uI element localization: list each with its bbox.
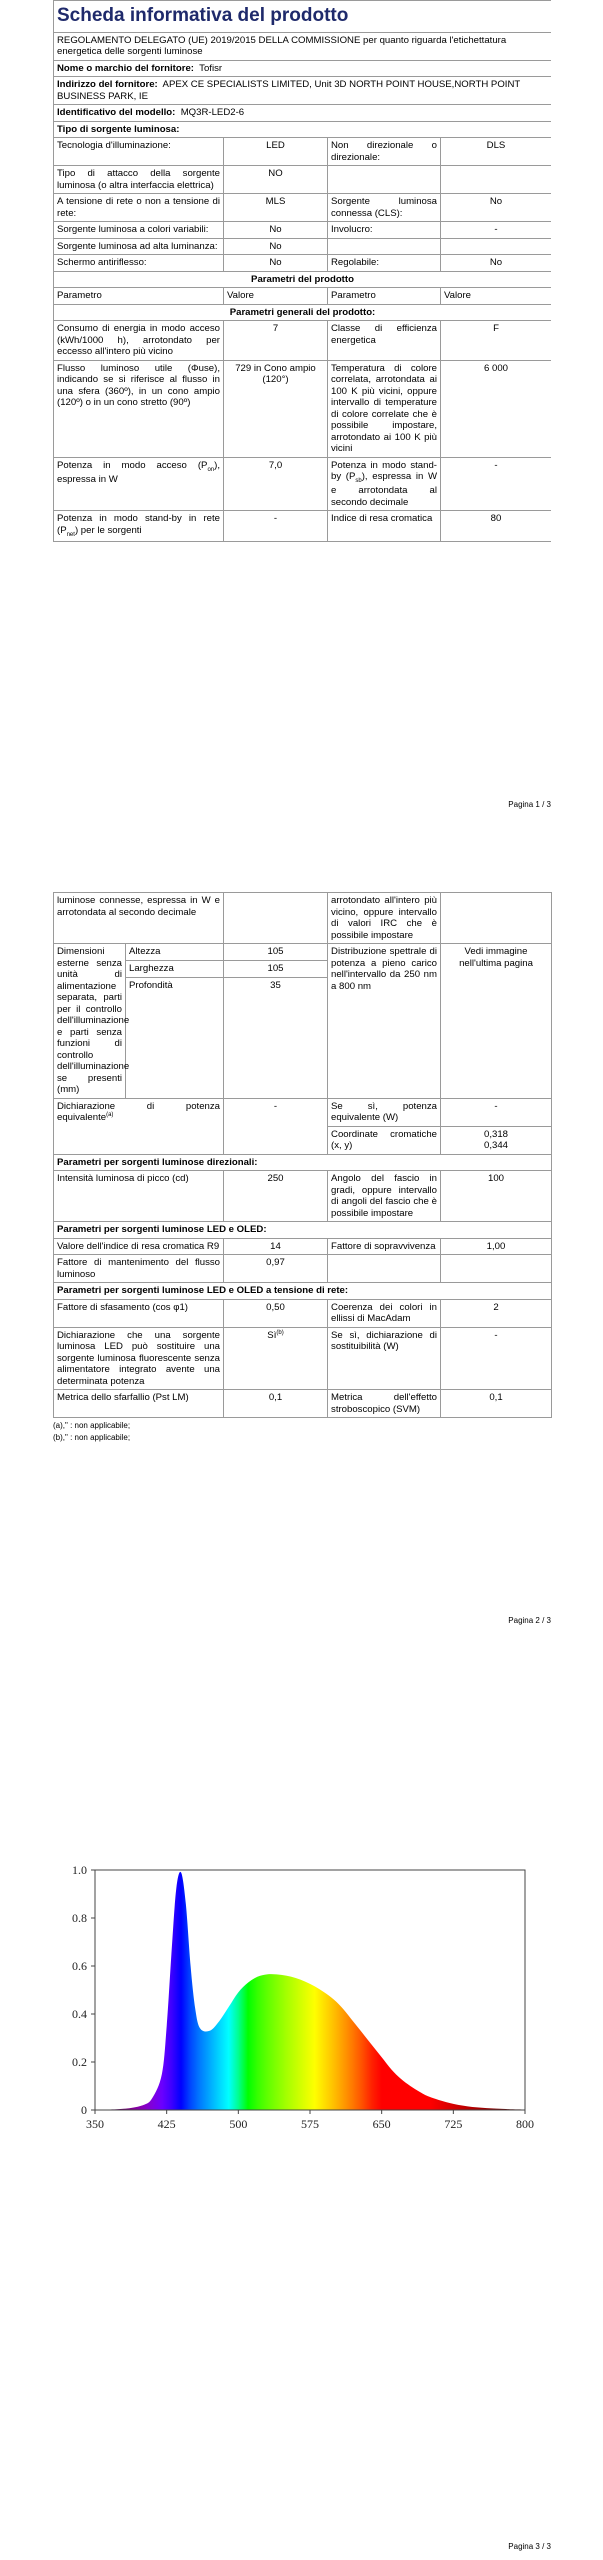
on-power-label: Potenza in modo acceso $(P_{on})$, espressa in W [54, 457, 224, 511]
chromaticity-value: 0,318 0,344 [441, 1126, 552, 1154]
r9-label: Valore dell'indice di resa cromatica R9 [54, 1238, 224, 1255]
energy-value: 7 [224, 321, 328, 361]
x-tick-label: 575 [301, 2117, 319, 2131]
standby-power-label: Potenza in modo stand-by $(P_{sb})$, espressa in W e arrotondata al secondo decimale [328, 457, 441, 511]
width-label: Larghezza [126, 960, 224, 977]
page-2 [0, 840, 603, 1700]
high-luminance-value: No [224, 238, 328, 255]
directional-heading: Parametri per sorgenti luminose direzionali: [54, 1154, 552, 1171]
y-tick-label: 0.6 [72, 1959, 87, 1973]
replacement-watt-label: Se sì, dichiarazione di sostituibilità (W) [328, 1327, 441, 1390]
envelope-value: - [441, 222, 552, 239]
page-3 [0, 1700, 603, 2560]
model-value: MQ3R-LED2-6 [180, 107, 245, 119]
cap-value: NO [224, 166, 328, 194]
net-standby-label-rest: luminose connesse, espressa in W e arrotondata al secondo decimale [54, 893, 224, 944]
cls-label: Sorgente luminosa connessa (CLS): [328, 194, 441, 222]
address-value: APEX CE SPECIALISTS LIMITED, Unit 3D NORTH POINT HOUSE,NORTH POINT BUSINESS PARK, IE [57, 79, 521, 102]
footnote-a: (a)," : non applicabile; [53, 1421, 131, 1430]
equiv-watt-label: Se sì, potenza equivalente (W) [328, 1098, 441, 1126]
y-tick-label: 0 [81, 2103, 87, 2117]
flux-label: Flusso luminoso utile (Φuse), indicando se si riferisce al flusso in una sfera (360º), in un cono ampio (120º) o in un cono stretto (90º) [54, 360, 224, 457]
y-tick-label: 0.8 [72, 1911, 87, 1925]
color-label: Sorgente luminosa a colori variabili: [54, 222, 224, 239]
maintenance-label: Fattore di mantenimento del flusso luminoso [54, 1255, 224, 1283]
mains-led-heading: Parametri per sorgenti luminose LED e OLED a tensione di rete: [54, 1283, 552, 1300]
supplier-row [54, 60, 552, 77]
x-tick-label: 650 [372, 2117, 391, 2131]
spectrum-area [95, 1872, 525, 2110]
footnote-b: (b)," : non applicabile; [53, 1433, 131, 1442]
r9-value: 14 [224, 1238, 328, 1255]
displacement-label: Fattore di sfasamento (cos φ1) [54, 1299, 224, 1327]
header-value-2: Valore [441, 288, 552, 305]
page-number-2: Pagina 2 / 3 [508, 1616, 551, 1625]
x-tick-label: 500 [229, 2117, 248, 2131]
survival-label: Fattore di sopravvivenza [328, 1238, 441, 1255]
chromaticity-label: Coordinate cromatiche (x, y) [328, 1126, 441, 1154]
page-2-content [53, 892, 551, 1444]
dims-label: Dimensioni esterne senza unità di alimentazione separata, parti per il controllo dell'illuminazione e parti senza funzioni di controllo dell'illuminazione se presenti (mm) [54, 944, 126, 1099]
tech-value: LED [224, 138, 328, 166]
macadam-label: Coerenza dei colori in ellissi di MacAdam [328, 1299, 441, 1327]
high-luminance-label: Sorgente luminosa ad alta luminanza: [54, 238, 224, 255]
replacement-watt-value: - [441, 1327, 552, 1390]
beam-angle-value: 100 [441, 1171, 552, 1222]
nondir-value: DLS [441, 138, 552, 166]
on-power-value: 7,0 [224, 457, 328, 511]
depth-value: 35 [224, 977, 328, 1098]
svm-value: 0,1 [441, 1390, 552, 1418]
svm-label: Metrica dell'effetto stroboscopico (SVM) [328, 1390, 441, 1418]
class-label: Classe di efficienza energetica [328, 321, 441, 361]
dimmable-label: Regolabile: [328, 255, 441, 272]
cct-value: 6 000 [441, 360, 552, 457]
cri-label-rest: arrotondato all'intero più vicino, oppure intervallo di valori IRC che è possibile impostare [328, 893, 441, 944]
cap-label: Tipo di attacco della sorgente luminosa (o altra interfaccia elettrica) [54, 166, 224, 194]
peak-intensity-label: Intensità luminosa di picco (cd) [54, 1171, 224, 1222]
address-row [54, 77, 552, 105]
tech-label: Tecnologia d'illuminazione: [54, 138, 224, 166]
equiv-power-label: Dichiarazione di potenza equivalente$^{(a)}$ [54, 1098, 224, 1154]
model-row [54, 105, 552, 122]
mains-label: A tensione di rete o non a tensione di rete: [54, 194, 224, 222]
y-tick-label: 0.4 [72, 2007, 87, 2021]
depth-label: Profondità [126, 977, 224, 1098]
header-value-1: Valore [224, 288, 328, 305]
x-tick-label: 350 [86, 2117, 104, 2131]
flux-value: 729 in Cono ampio (120°) [224, 360, 328, 457]
x-tick-label: 425 [157, 2117, 176, 2131]
info-table-page-2 [53, 892, 552, 1418]
cri-label-top: Indice di resa cromatica [328, 511, 441, 542]
page-number-1: Pagina 1 / 3 [508, 800, 551, 809]
spectral-distribution-chart [50, 1860, 540, 2140]
page-1 [0, 0, 603, 840]
y-tick-label: 0.2 [72, 2055, 87, 2069]
supplier-value: Tofisr [199, 62, 223, 74]
y-tick-label: 1.0 [72, 1863, 87, 1877]
envelope-label: Involucro: [328, 222, 441, 239]
net-standby-label-top: Potenza in modo stand-by in rete $(P_{net})$ per le sorgenti [54, 511, 224, 542]
doc-title: Scheda informativa del prodotto [54, 1, 552, 33]
footnotes [53, 1420, 551, 1444]
beam-angle-label: Angolo del fascio in gradi, oppure intervallo di angoli del fascio che è possibile impostare [328, 1171, 441, 1222]
header-param-1: Parametro [54, 288, 224, 305]
source-type-heading: Tipo di sorgente luminosa: [54, 121, 552, 138]
macadam-value: 2 [441, 1299, 552, 1327]
color-value: No [224, 222, 328, 239]
glare-label: Schermo antiriflesso: [54, 255, 224, 272]
mains-value: MLS [224, 194, 328, 222]
header-param-2: Parametro [328, 288, 441, 305]
cri-value: 80 [441, 511, 552, 542]
displacement-value: 0,50 [224, 1299, 328, 1327]
equiv-power-value: - [224, 1098, 328, 1154]
dimmable-value: No [441, 255, 552, 272]
glare-value: No [224, 255, 328, 272]
spd-label: Distribuzione spettrale di potenza a pieno carico nell'intervallo da 250 nm a 800 nm [328, 944, 441, 1099]
survival-value: 1,00 [441, 1238, 552, 1255]
standby-power-value: - [441, 457, 552, 511]
peak-intensity-value: 250 [224, 1171, 328, 1222]
height-value: 105 [224, 944, 328, 961]
width-value: 105 [224, 960, 328, 977]
page-number-3: Pagina 3 / 3 [508, 2542, 551, 2551]
class-value: F [441, 321, 552, 361]
info-table-page-1 [53, 0, 551, 542]
equiv-watt-value: - [441, 1098, 552, 1126]
flicker-label: Metrica dello sfarfallio (Pst LM) [54, 1390, 224, 1418]
supplier-label: Nome o marchio del fornitore: [57, 62, 194, 74]
net-standby-value: - [224, 511, 328, 542]
height-label: Altezza [126, 944, 224, 961]
spd-value: Vedi immagine nell'ultima pagina [441, 944, 552, 1099]
replacement-value: $Sì^{(b)}$ [224, 1327, 328, 1390]
x-tick-label: 725 [444, 2117, 463, 2131]
general-params-heading: Parametri generali del prodotto: [54, 304, 552, 321]
cct-label: Temperatura di colore correlata, arrotondata ai 100 K più vicini, oppure intervallo di temperature di colore correlate che è possibile impostare, arrotondato ai 100 K più vicini [328, 360, 441, 457]
product-params-heading: Parametri del prodotto [54, 271, 552, 288]
maintenance-value: 0,97 [224, 1255, 328, 1283]
energy-label: Consumo di energia in modo acceso (kWh/1000 h), arrotondato per eccesso all'intero più vicino [54, 321, 224, 361]
replacement-label: Dichiarazione che una sorgente luminosa LED può sostituire una sorgente luminosa fluorescente senza alimentatore integrato avente una determinata potenza [54, 1327, 224, 1390]
nondir-label: Non direzionale o direzionale: [328, 138, 441, 166]
cls-value: No [441, 194, 552, 222]
model-label: Identificativo del modello: [57, 107, 176, 119]
page-1-content [53, 0, 551, 790]
led-heading: Parametri per sorgenti luminose LED e OLED: [54, 1222, 552, 1239]
flicker-value: 0,1 [224, 1390, 328, 1418]
address-label: Indirizzo del fornitore: [57, 79, 158, 91]
x-tick-label: 800 [516, 2117, 534, 2131]
regulation-text: REGOLAMENTO DELEGATO (UE) 2019/2015 DELLA COMMISSIONE per quanto riguarda l'etichettatura energetica delle sorgenti luminose [54, 32, 552, 60]
